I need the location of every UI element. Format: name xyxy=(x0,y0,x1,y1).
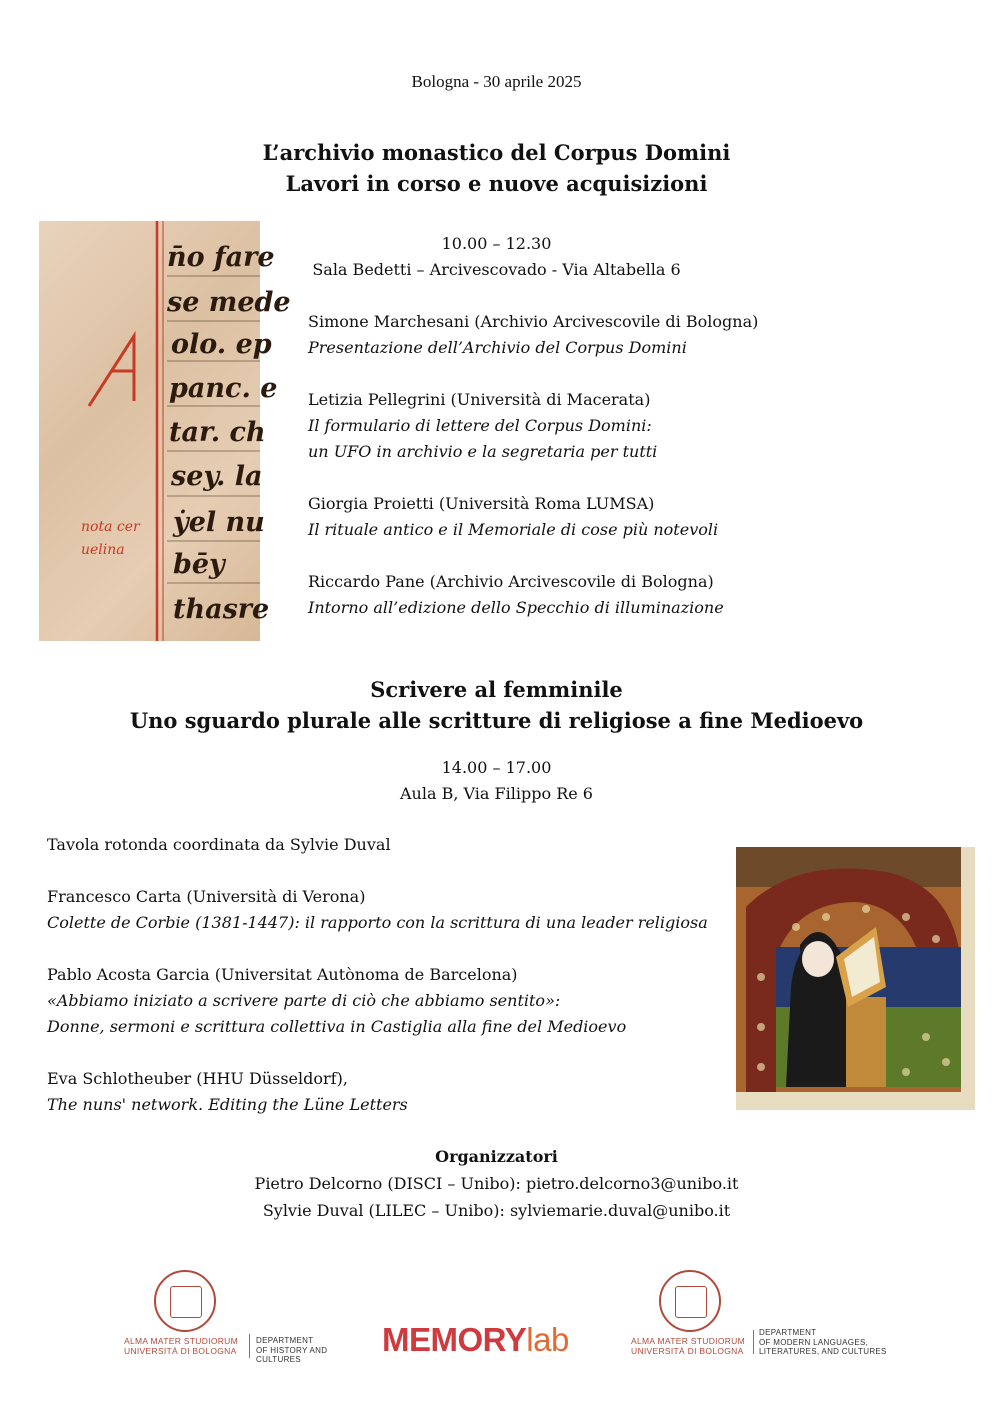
talk-title: «Abbiamo iniziato a scrivere parte di ciò che abbiamo sentito»: xyxy=(47,991,561,1010)
unibo-line2: UNIVERSITÀ DI BOLOGNA xyxy=(124,1346,237,1356)
talk-speaker: Giorgia Proietti (Università Roma LUMSA) xyxy=(308,494,655,513)
talk-item xyxy=(308,309,758,361)
morning-schedule xyxy=(0,231,993,283)
morning-time: 10.00 – 12.30 xyxy=(441,234,552,253)
morning-talks xyxy=(308,309,758,647)
svg-text:thasre: thasre xyxy=(173,594,270,625)
organizers-heading: Organizzatori xyxy=(435,1147,558,1166)
afternoon-title xyxy=(0,674,993,736)
afternoon-venue: Aula B, Via Filippo Re 6 xyxy=(400,784,593,803)
unibo-line1: ALMA MATER STUDIORUM xyxy=(124,1336,238,1346)
talk-title: un UFO in archivio e la segretaria per tutti xyxy=(308,442,658,461)
talk-item xyxy=(47,962,708,1040)
talk-title: Il rituale antico e il Memoriale di cose più notevoli xyxy=(308,520,719,539)
event-date: Bologna - 30 aprile 2025 xyxy=(411,72,582,91)
afternoon-schedule xyxy=(0,755,993,807)
margin-note-line1: nota cer xyxy=(81,519,140,535)
organizer-line: Sylvie Duval (LILEC – Unibo): sylviemarie.duval@unibo.it xyxy=(262,1201,731,1220)
nun-writing-illustration xyxy=(736,847,975,1110)
morning-title-line1: L’archivio monastico del Corpus Domini xyxy=(262,140,731,165)
memorylab-logo xyxy=(382,1321,569,1359)
organizers xyxy=(0,1143,993,1224)
talk-speaker: Pablo Acosta Garcia (Universitat Autònoma de Barcelona) xyxy=(47,965,518,984)
department-line: OF MODERN LANGUAGES, xyxy=(759,1337,869,1347)
department-line: OF HISTORY AND CULTURES xyxy=(256,1345,328,1364)
afternoon-talks xyxy=(47,832,708,1144)
talk-item xyxy=(308,387,758,465)
talk-item xyxy=(308,569,758,621)
morning-venue: Sala Bedetti – Arcivescovado - Via Altabella 6 xyxy=(312,260,681,279)
department-line: LITERATURES, AND CULTURES xyxy=(759,1347,887,1356)
unibo-seal-icon xyxy=(659,1270,721,1332)
morning-title xyxy=(0,137,993,199)
svg-text:olo. ep: olo. ep xyxy=(171,329,272,360)
talk-speaker: Francesco Carta (Università di Verona) xyxy=(47,887,366,906)
logo-divider xyxy=(249,1334,250,1358)
unibo-line2: UNIVERSITÀ DI BOLOGNA xyxy=(631,1346,744,1356)
logo-divider xyxy=(753,1330,754,1354)
department-line: DEPARTMENT xyxy=(256,1336,314,1345)
unibo-seal-icon xyxy=(154,1270,216,1332)
unibo-line1: ALMA MATER STUDIORUM xyxy=(631,1336,745,1346)
afternoon-title-line2: Uno sguardo plurale alle scritture di religiose a fine Medioevo xyxy=(129,708,864,733)
talk-title: The nuns' network. Editing the Lüne Letters xyxy=(47,1095,408,1114)
talk-title: Colette de Corbie (1381-1447): il rapporto con la scrittura di una leader religiosa xyxy=(47,913,708,932)
svg-text:ẏel nu: ẏel nu xyxy=(173,507,265,538)
manuscript-image xyxy=(39,221,291,641)
talk-title: Donne, sermoni e scrittura collettiva in Castiglia alla fine del Medioevo xyxy=(47,1017,627,1036)
morning-title-line2: Lavori in corso e nuove acquisizioni xyxy=(285,171,708,196)
margin-note-line2: uelina xyxy=(81,542,125,558)
svg-text:panc. e: panc. e xyxy=(169,373,278,404)
talk-item xyxy=(47,1066,708,1118)
svg-text:sey. la: sey. la xyxy=(171,461,263,492)
svg-text:bēy: bēy xyxy=(173,549,225,580)
department-line: DEPARTMENT xyxy=(759,1328,817,1337)
roundtable-intro: Tavola rotonda coordinata da Sylvie Duval xyxy=(47,835,391,854)
talk-item xyxy=(47,884,708,936)
manuscript-illustration xyxy=(39,221,291,641)
talk-title: Intorno all’edizione dello Specchio di illuminazione xyxy=(308,598,724,617)
talk-speaker: Letizia Pellegrini (Università di Macerata) xyxy=(308,390,651,409)
talk-speaker: Riccardo Pane (Archivio Arcivescovile di Bologna) xyxy=(308,572,714,591)
illuminated-initial-image xyxy=(736,847,975,1110)
memorylab-logo-part1: MEMORY xyxy=(382,1321,527,1358)
afternoon-title-line1: Scrivere al femminile xyxy=(370,677,623,702)
svg-text:tar. ch: tar. ch xyxy=(169,417,266,448)
talk-title: Presentazione dell’Archivio del Corpus Domini xyxy=(308,338,687,357)
afternoon-time: 14.00 – 17.00 xyxy=(441,758,552,777)
memorylab-logo-part2: lab xyxy=(526,1321,569,1358)
talk-title: Il formulario di lettere del Corpus Domini: xyxy=(308,416,652,435)
organizer-line: Pietro Delcorno (DISCI – Unibo): pietro.delcorno3@unibo.it xyxy=(254,1174,739,1193)
unibo-history-logo xyxy=(124,1270,374,1364)
talk-speaker: Simone Marchesani (Archivio Arcivescovile di Bologna) xyxy=(308,312,759,331)
svg-text:se mede: se mede xyxy=(167,287,291,318)
unibo-languages-logo xyxy=(631,1270,891,1360)
talk-speaker: Eva Schlotheuber (HHU Düsseldorf), xyxy=(47,1069,348,1088)
svg-text:n̄o fare: n̄o fare xyxy=(167,242,275,273)
talk-item xyxy=(308,491,758,543)
